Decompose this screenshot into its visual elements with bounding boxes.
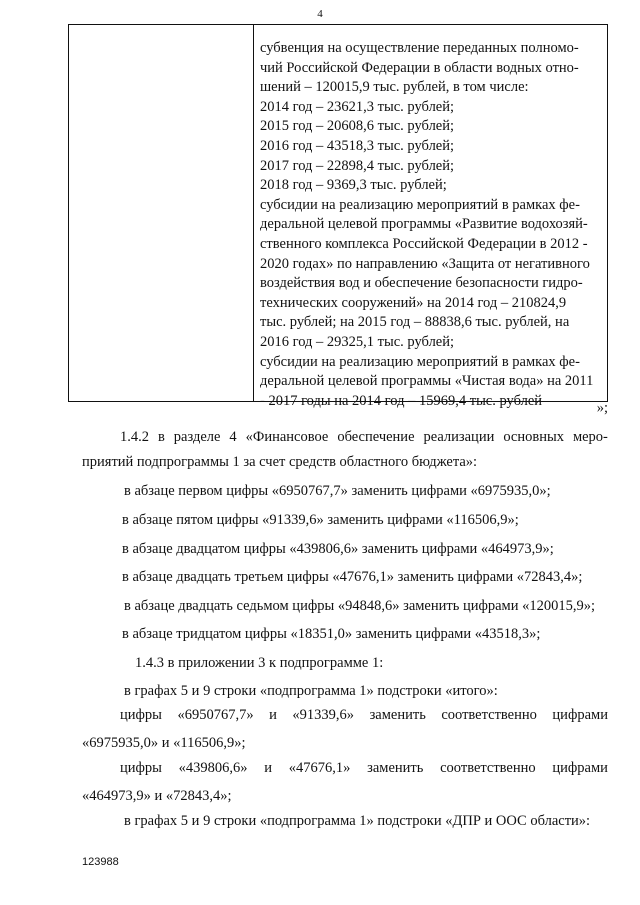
word: «6950767,7» [177, 707, 254, 723]
table-cell-line: субвенция на осуществление переданных полномо- [260, 40, 579, 56]
table-cell-line: 2017 год – 22898,4 тыс. рублей; [260, 157, 455, 174]
table-cell-line: ственного комплекса Российской Федерации в 2012 - [260, 235, 588, 252]
replace-line-2 [120, 760, 608, 777]
word: 1.4.2 [120, 429, 149, 445]
word: цифрами [552, 707, 608, 723]
document-code: 123988 [82, 856, 119, 868]
table-cell-line: деральной целевой программы «Развитие водохозяй- [260, 216, 588, 233]
word: разделе [173, 429, 221, 445]
table-cell-line: субсидии на реализацию мероприятий в рамках фе- [260, 196, 580, 213]
table-cell-line: - 2017 годы на 2014 год – 15969,4 тыс. рублей [260, 392, 543, 409]
word: соответственно [440, 760, 536, 776]
word: меро- [572, 429, 608, 445]
graph-instruction-1: в графах 5 и 9 строки «подпрограмма 1» подстроки «итого»: [124, 683, 498, 699]
word: цифры [120, 760, 162, 776]
word: заменить [369, 707, 426, 723]
word: обеспечение [337, 429, 415, 445]
word: основных [503, 429, 564, 445]
replace-line-1 [120, 707, 608, 724]
table-cell-line: 2018 год – 9369,3 тыс. рублей; [260, 177, 447, 194]
table-cell-line: 2015 год – 20608,6 тыс. рублей; [260, 118, 455, 135]
table-cell-line: чий Российской Федерации в области водных отно- [260, 59, 579, 76]
table-cell-line: 2016 год – 43518,3 тыс. рублей; [260, 137, 455, 154]
amendment-item: в абзаце двадцатом цифры «439806,6» заменить цифрами «464973,9»; [122, 541, 554, 557]
replace-line-1-cont: «6975935,0» и «116506,9»; [82, 735, 246, 751]
word: заменить [367, 760, 424, 776]
graph-instruction-2: в графах 5 и 9 строки «подпрограмма 1» подстроки «ДПР и ООС области»: [124, 813, 591, 829]
table-cell-line: деральной целевой программы «Чистая вода» на 2011 [260, 373, 594, 390]
amendment-item: в абзаце пятом цифры «91339,6» заменить цифрами «116506,9»; [122, 512, 519, 528]
table-cell-line: технических сооружений» на 2014 год – 210824,9 [260, 294, 567, 311]
replace-line-2-cont: «464973,9» и «72843,4»; [82, 788, 232, 804]
word: и [264, 760, 273, 776]
amendment-item: в абзаце двадцать седьмом цифры «94848,6» заменить цифрами «120015,9»; [124, 598, 596, 614]
word: «Финансовое [245, 429, 329, 445]
word: цифры [120, 707, 162, 723]
table-column-divider [253, 25, 254, 401]
table-cell-line: шений – 120015,9 тыс. рублей, в том числе: [260, 79, 529, 96]
amendment-item: в абзаце первом цифры «6950767,7» заменить цифрами «6975935,0»; [124, 483, 551, 499]
word: реализации [423, 429, 495, 445]
word: «91339,6» [292, 707, 355, 723]
word: цифрами [552, 760, 608, 776]
word: 4 [229, 429, 237, 445]
table-right-cell [260, 39, 600, 411]
amendment-item: в абзаце тридцатом цифры «18351,0» заменить цифрами «43518,3»; [122, 626, 541, 642]
table-cell-line: 2016 год – 29325,1 тыс. рублей; [260, 333, 455, 350]
table-cell-line: 2014 год – 23621,3 тыс. рублей; [260, 98, 455, 115]
table-closing-mark: »; [596, 400, 608, 416]
page-number: 4 [317, 8, 323, 20]
paragraph-1-4-2-line1 [120, 429, 608, 446]
financing-table [68, 24, 608, 409]
word: в [157, 429, 165, 445]
table-cell-line: субсидии на реализацию мероприятий в рамках фе- [260, 353, 580, 370]
table-cell-line: тыс. рублей; на 2015 год – 88838,6 тыс. рублей, на [260, 314, 570, 331]
word: соответственно [441, 707, 537, 723]
word: «439806,6» [178, 760, 248, 776]
paragraph-1-4-2-line2: приятий подпрограммы 1 за счет средств областного бюджета»: [82, 454, 478, 470]
amendment-item: в абзаце двадцать третьем цифры «47676,1» заменить цифрами «72843,4»; [122, 569, 583, 585]
word: и [269, 707, 277, 723]
table-cell-line: воздействия вод и обеспечение безопасности гидро- [260, 275, 583, 292]
table-cell-line: 2020 годах» по направлению «Защита от негативного [260, 255, 590, 272]
word: «47676,1» [288, 760, 351, 776]
paragraph-1-4-3-heading: 1.4.3 в приложении 3 к подпрограмме 1: [135, 655, 384, 671]
